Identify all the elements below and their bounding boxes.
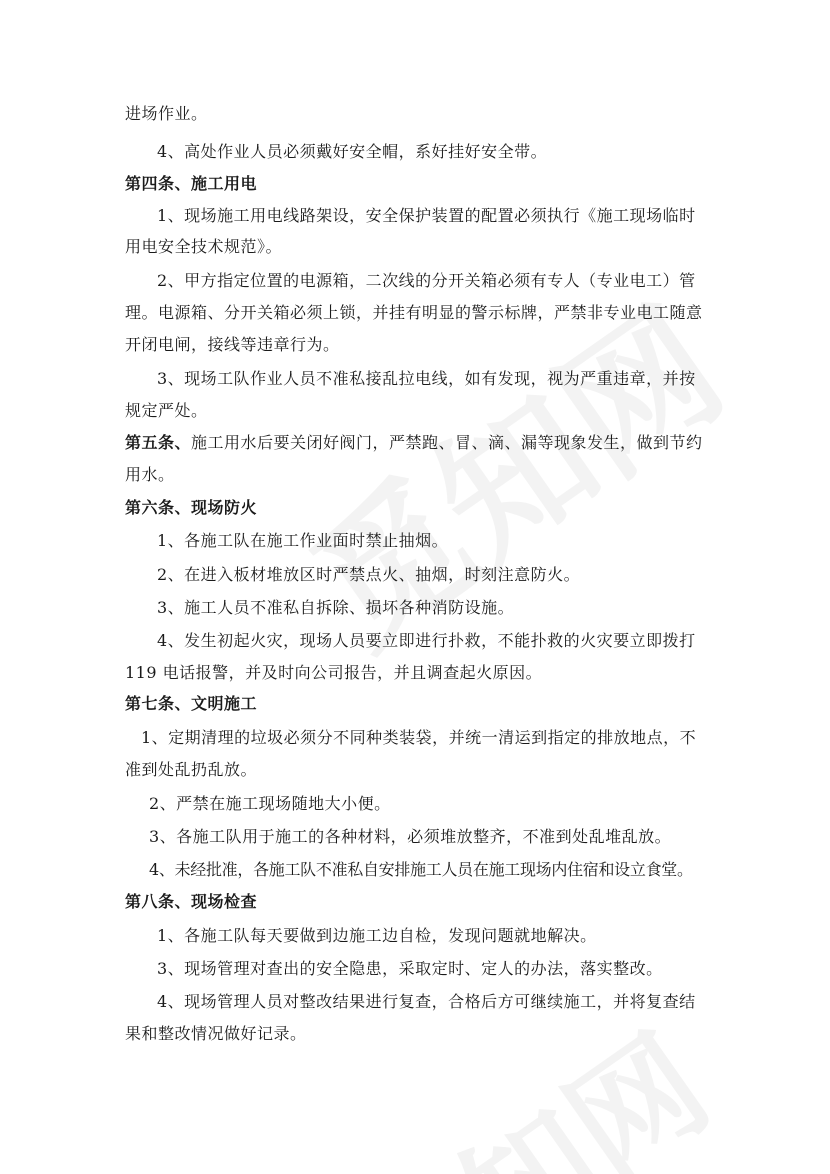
paragraph-line: 规定严处。 [125,401,208,420]
paragraph-line: 4、未经批准，各施工队不准私自安排施工人员在施工现场内住宿和设立食堂。 [149,860,693,879]
paragraph-line: 1、各施工队在施工作业面时禁止抽烟。 [157,531,449,550]
paragraph-line: 2、在进入板材堆放区时严禁点火、抽烟，时刻注意防火。 [157,565,581,584]
paragraph-line: 119 电话报警，并及时向公司报告，并且调查起火原因。 [125,663,543,682]
paragraph-line: 4、高处作业人员必须戴好安全帽，系好挂好安全带。 [157,142,548,161]
paragraph-line: 2、甲方指定位置的电源箱，二次线的分开关箱必须有专人（专业电工）管 [157,271,696,290]
paragraph-line: 3、现场管理对查出的安全隐患，采取定时、定人的办法，落实整改。 [157,959,663,978]
paragraph-line: 1、定期清理的垃圾必须分不同种类装袋，并统一清运到指定的排放地点，不 [141,728,697,747]
paragraph-line: 开闭电闸，接线等违章行为。 [125,335,340,354]
paragraph-line: 3、施工人员不准私自拆除、损坏各种消防设施。 [157,598,515,617]
watermark-text-bottom [312,985,739,1174]
paragraph-line: 3、各施工队用于施工的各种材料，必须堆放整齐，不准到处乱堆乱放。 [149,827,672,846]
paragraph-line: 1、各施工队每天要做到边施工边自检，发现问题就地解决。 [157,926,597,945]
section-heading-7: 第七条、文明施工 [125,694,258,713]
paragraph-line: 果和整改情况做好记录。 [125,1024,307,1043]
paragraph-line: 用电安全技术规范》。 [125,237,283,256]
paragraph-line: 理。电源箱、分开关箱必须上锁，并挂有明显的警示标牌，严禁非专业电工随意 [125,303,703,322]
paragraph-line: 4、发生初起火灾，现场人员要立即进行扑救，不能扑救的火灾要立即拨打 [157,631,696,650]
section-heading-8: 第八条、现场检查 [125,892,258,911]
paragraph-line: 1、现场施工用电线路架设，安全保护装置的配置必须执行《施工现场临时 [157,206,696,225]
section-heading-4: 第四条、施工用电 [125,174,258,193]
paragraph-line: 进场作业。 [125,104,208,123]
paragraph-line: 4、现场管理人员对整改结果进行复查，合格后方可继续施工，并将复查结 [157,992,696,1011]
paragraph-line: 2、严禁在施工现场随地大小便。 [149,794,391,813]
section-5-line [125,432,710,454]
paragraph-line: 3、现场工队作业人员不准私接乱拉电线，如有发现，视为严重违章，并按 [157,369,696,388]
paragraph-line: 用水。 [125,465,175,484]
section-heading-6: 第六条、现场防火 [125,498,258,517]
section-heading-5: 第五条、 [125,433,192,452]
paragraph-line: 准到处乱扔乱放。 [125,760,258,779]
section-5-text: 施工用水后要关闭好阀门，严禁跑、冒、滴、漏等现象发生，做到节约 [191,433,703,452]
